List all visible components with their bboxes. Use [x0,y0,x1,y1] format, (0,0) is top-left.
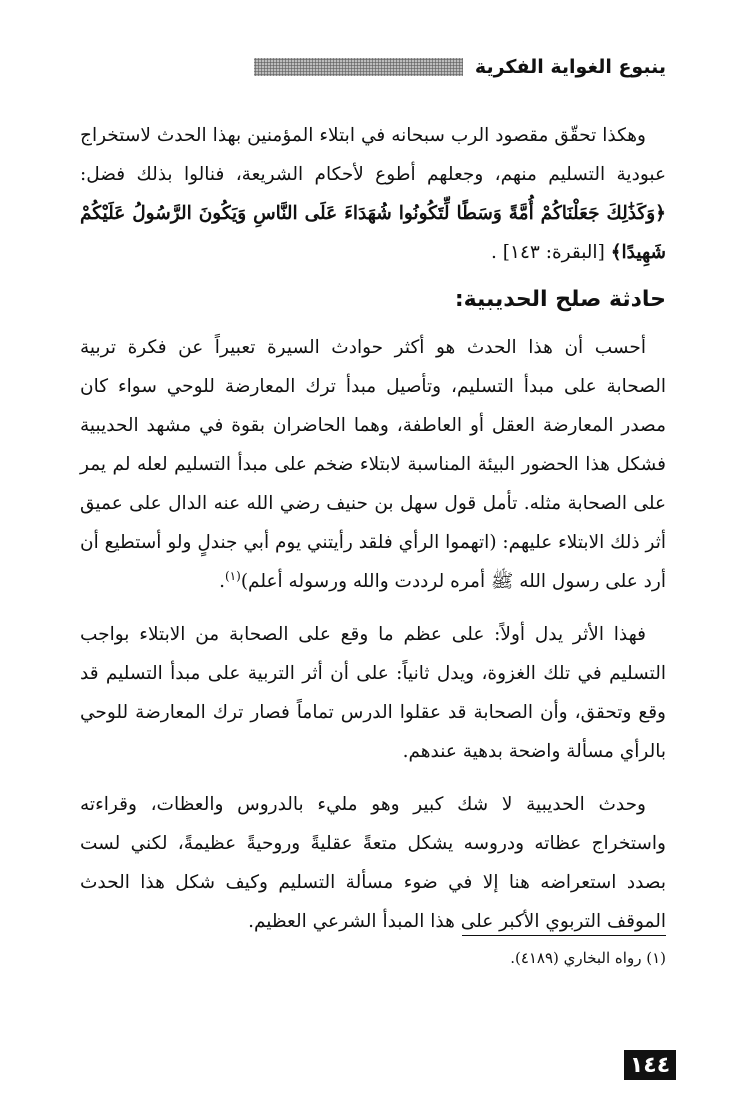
paragraph-3-text: فهذا الأثر يدل أولاً: على عظم ما وقع على الصحابة من الابتلاء بواجب التسليم في تلك الغزوة، ويدل ثانياً: على أن أثر التربية على مبدأ التسليم قد وقع وتحقق، وأن الصحابة قد عقلوا الدرس تماماً فصار ترك المعارضة للوحي بالرأي مسألة واضحة بدهية عندهم. [80,624,666,762]
page-body [80,116,666,941]
quran-reference: [البقرة: ١٤٣] . [491,242,611,263]
paragraph-4-text: وحدث الحديبية لا شك كبير وهو مليء بالدروس والعظات، وقراءته واستخراج عظاته ودروسه يشكل متعةً عقليةً وروحيةً عظيمةً، لكني لست بصدد استعراضه هنا إلا في ضوء مسألة التسليم وكيف شكل هذا الحدث الموقف التربوي الأكبر على هذا المبدأ الشرعي العظيم. [80,794,666,932]
footnote: (١) رواه البخاري (٤١٨٩). [510,949,666,967]
footnote-divider [462,935,666,936]
header-decorative-band [254,58,463,76]
running-header-title: ينبوع الغواية الفكرية [474,56,666,78]
footnote-marker: (١) [224,568,241,583]
section-heading: حادثة صلح الحديبية: [454,287,666,312]
page-number: ١٤٤ [624,1050,676,1080]
paragraph-4 [80,785,666,941]
paragraph-2-text: أحسب أن هذا الحدث هو أكثر حوادث السيرة تعبيراً عن فكرة تربية الصحابة على مبدأ التسليم، وتأصيل مبدأ ترك المعارضة للوحي سواء كان مصدر المعارضة العقل أو العاطفة، وهما الحاضران بقوة في مشهد الحديبية فشكل هذا الحضور البيئة المناسبة لابتلاء ضخم على مبدأ التسليم لعله لم يمر على الصحابة مثله. تأمل قول سهل بن حنيف رضي الله عنه الدال على عميق أثر ذلك الابتلاء عليهم: (اتهموا الرأي فلقد رأيتني يوم أبي جندلٍ ولو أستطيع أن أرد على رسول الله ﷺ أمره لرددت والله ورسوله أعلم) [80,337,666,592]
paragraph-2-end: . [219,571,225,592]
paragraph-2 [80,328,666,601]
paragraph-1 [80,116,666,272]
running-header [254,54,666,80]
paragraph-3 [80,615,666,771]
paragraph-1-text: وهكذا تحقّق مقصود الرب سبحانه في ابتلاء المؤمنين بهذا الحدث لاستخراج عبودية التسليم منهم، وجعلهم أطوع لأحكام الشريعة، فنالوا بذلك فضل: [80,125,666,185]
quran-verse: ﴿وَكَذَٰلِكَ جَعَلْنَاكُمْ أُمَّةً وَسَطًا لِّتَكُونُوا شُهَدَاءَ عَلَى النَّاسِ وَيَكُونَ الرَّسُولُ عَلَيْكُمْ شَهِيدًا﴾ [80,203,666,263]
